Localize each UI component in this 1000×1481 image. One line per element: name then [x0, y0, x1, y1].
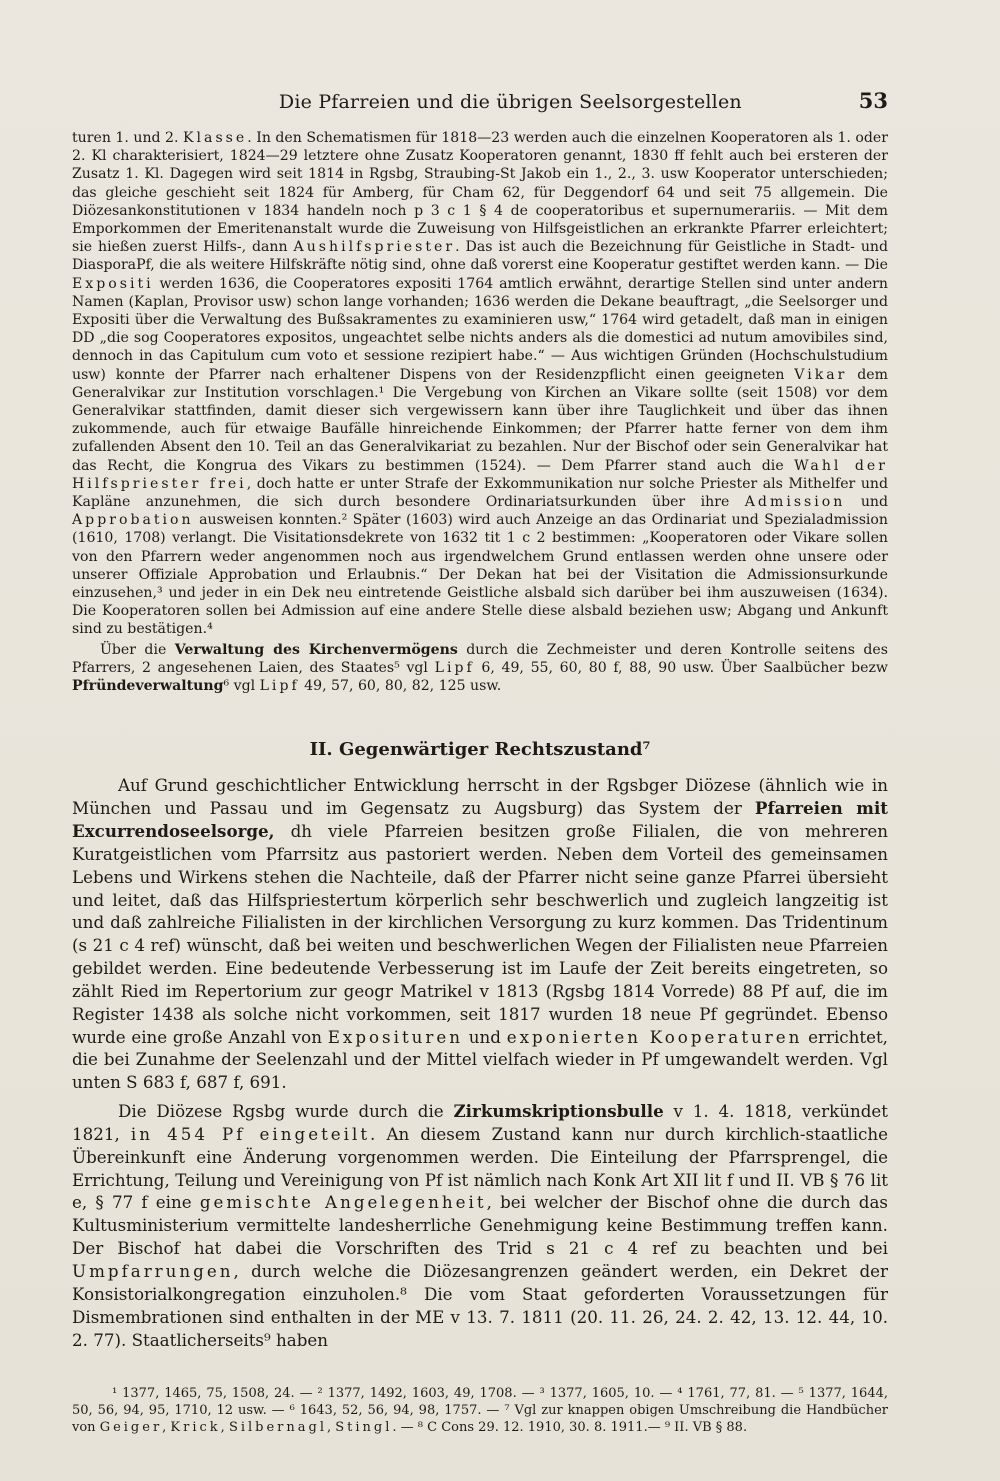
text-run: ¹ 1377, 1465, 75, 1508, 24. — ² 1377, 1492, 1603, 49, 1708. — ³ 1377, 1605, 10. — ⁴ 1761, 77, 81. — ⁵ 1377, 1644, 50, 56, 94, 95, 1710, 12 usw. — ⁶ 1643, 52, 56, 94, 98, 1757. — ⁷ Vgl zur knappen obigen Umschreibung die Handbücher von	[72, 1386, 888, 1436]
spaced-term: Exposituren	[327, 1026, 464, 1047]
spaced-term: in 454 Pf eingeteilt	[130, 1123, 371, 1144]
spaced-term: exponierten Kooperaturen	[506, 1026, 803, 1047]
footnote-text	[72, 1385, 888, 1436]
text-run: vgl	[399, 659, 435, 676]
text-run: . Das ist auch die Bezeichnung für Geistliche in Stadt- und DiasporaPf, die als weitere Hilfskräfte nötig sind, ohne daß vorerst eine Kooperatur gestiftet werden kann. — Die	[72, 239, 888, 274]
text-run: ,	[220, 1420, 229, 1436]
footnote-marker: ⁶	[223, 678, 230, 695]
spaced-term: Approbation	[72, 512, 194, 529]
text-run: werden 1636, die Cooperatores expositi 1764 amtlich erwähnt, derartige Stellen sind unter andern Namen (Kaplan, Provisor usw) schon lange vorhanden; 1636 werden die Dekane beauftragt, „die Seelsorger und Expositi über die Verwaltung des Bußsakramentes zu examinieren usw,“ 1764 wird getadelt, daß man in einigen DD „die sog Cooperatores expositos, ungeachtet selbe nichts anders als die domestici ad nutum amovibiles sind, dennoch in das Capitulum cum voto et sessione rezipiert habe.“ — Aus wichtigen Gründen (Hochschulstudium usw) konnte der Pfarrer nach erhaltener Dispens von der Residenzpflicht einen geeigneten	[72, 275, 888, 383]
text-run: vgl	[229, 678, 260, 695]
author-name: Lipf	[259, 678, 300, 695]
text-run: , doch hatte er unter Strafe der Exkommunikation nur solche Priester als Mithelfer und Kapläne anzunehmen, die sich durch besondere Ordinariatsurkunden über ihre	[72, 475, 889, 511]
footnote-marker: ¹	[378, 384, 385, 401]
paragraph-kirchenvermoegen	[72, 641, 888, 696]
text-run: ausweisen konnten.	[193, 512, 342, 529]
footnote-marker: ⁷	[642, 739, 651, 761]
text-run: Die vom Staat geforderten Voraussetzungen für Dismembrationen sind enthalten in der ME v 13. 7. 1811 (20. 11. 26, 24. 2. 42, 13. 12. 44, 10. 2. 77). Staatlicherseits	[72, 1283, 888, 1350]
author-name: Lipf	[434, 659, 475, 676]
footnote-marker: ⁵	[394, 659, 400, 676]
running-head-title: Die Pfarreien und die übrigen Seelsorgestellen	[278, 91, 742, 113]
text-run: v 1. 4. 1818, verkündet 1821,	[72, 1101, 889, 1144]
text-run: ,	[162, 1420, 171, 1436]
bold-term: Pfründeverwaltung	[72, 678, 224, 695]
spaced-term: Expositi	[72, 275, 154, 292]
text-run: , bei welcher der Bischof ohne die durch das Kultusministerium vermittelte landesherrliche Genehmigung keine Bestimmung treffen kann. Der Bischof hat dabei die Vorschriften des Trid s 21 c 4 ref zu beachten und bei	[72, 1192, 888, 1259]
text-run: 49, 57, 60, 80, 82, 125 usw.	[299, 678, 502, 695]
footnote-marker: ²	[341, 512, 348, 529]
footnotes	[72, 1385, 888, 1436]
spaced-term: Wahl der Hilfspriester frei	[72, 457, 888, 492]
bold-term: Pfarreien mit Excurrendoseelsorge,	[72, 798, 888, 841]
spaced-term: gemischte Angelegenheit	[199, 1192, 487, 1213]
spaced-term: Umpfarrungen	[72, 1261, 234, 1282]
bold-term: Zirkumskriptionsbulle	[453, 1101, 664, 1122]
running-head	[72, 88, 888, 113]
footnote-marker: ⁹	[264, 1329, 271, 1350]
author-name: Krick	[170, 1420, 221, 1436]
paragraph-kooperatoren	[72, 129, 888, 639]
footnote-marker: ⁸	[400, 1283, 407, 1304]
author-name: Stingl	[335, 1420, 393, 1436]
text-run: . In den Schematismen für 1818—23 werden auch die einzelnen Kooperatoren als 1. oder 2. Kl charakterisiert, 1824—29 letztere ohne Zusatz Kooperatoren genannt, 1830 ff fehlt auch bei ersteren der Zusatz 1. Kl. Dagegen wird seit 1814 in Rgsbg, Straubing-St Jakob ein 1., 2., 3. usw Kooperator unterschieden; das gleiche geschieht seit 1824 für Amberg, für Cham 62, für Deggendorf 64 und seit 75 allgemein. Die Diözesankonstitutionen v 1834 handeln noch p 3 c 1 § 4 de cooperatoribus et supernumerariis. — Mit dem Emporkommen der Emeritenanstalt wurde die Zuweisung von Hilfsgeistlichen an erkrankte Pfarrer erleichtert; sie hießen zuerst Hilfs-, dann	[72, 130, 889, 256]
text-run: und	[845, 494, 888, 511]
spaced-term: Aushilfspriester	[293, 239, 456, 256]
footnote-marker: ⁴	[207, 621, 213, 638]
text-run: durch die Zechmeister und deren Kontrolle seitens des Pfarrers, 2 angesehenen Laien, des Staates	[72, 641, 888, 676]
section-heading	[72, 739, 888, 760]
text-run: Auf Grund geschichtlicher Entwicklung herrscht in der Rgsbger Diözese (ähnlich wie in München und Passau und im Gegensatz zu Augsburg) das System der	[72, 775, 888, 819]
text-run: errichtet, die bei Zunahme der Seelenzahl und der Mittel vielfach wieder in Pf umgewandelt werden. Vgl unten S 683 f, 687 f, 691.	[72, 1026, 888, 1093]
text-run: Über die	[100, 641, 175, 658]
text-run: haben	[270, 1329, 329, 1350]
author-name: Geiger	[99, 1420, 163, 1436]
text-run: Später (1603) wird auch Anzeige an das Ordinariat und Spezialadmission (1610, 1708) verlangt. Die Visitationsdekrete von 1632 tit 1 c 2 bestimmen: „Kooperatoren oder Vikare sollen von den Pfarrern weder angenommen noch aus irgendwelchem Grund entlassen werden ohne unsere oder unserer Offiziale Approbation und Erlaubnis.“ Der Dekan hat bei der Visitation die Admissionsurkunde einzusehen,	[72, 512, 888, 602]
text-run: und	[463, 1026, 507, 1047]
text-run: dem Generalvikar zur Institution vorschlagen.	[72, 366, 888, 401]
text-run: 6, 49, 55, 60, 80 f, 88, 90 usw. Über Saalbücher bezw	[474, 659, 888, 676]
text-run: . — ⁸ C Cons 29. 12. 1910, 30. 8. 1911.— ⁹ II. VB § 88.	[392, 1420, 748, 1436]
paragraph-zirkumskriptionsbulle	[72, 1100, 888, 1351]
text-run: , durch welche die Diözesangrenzen geändert werden, ein Dekret der Konsistorialkongregation einzuholen.	[72, 1261, 888, 1304]
section-heading-text: II. Gegenwärtiger Rechtszustand	[309, 739, 643, 761]
text-run: . An diesem Zustand kann nur durch kirchlich-staatliche Übereinkunft eine Änderung vorgenommen werden. Die Einteilung der Pfarrsprengel, die Errichtung, Teilung und Vereinigung von Pf ist nämlich nach Konk Art XII lit f und II. VB § 76 lit e, § 77 f eine	[72, 1123, 889, 1213]
text-run: und jeder in ein Dek neu eintretende Geistliche alsbald sich darüber bei ihm auszuweisen (1634). Die Kooperatoren sollen bei Admission auf eine andere Stelle diese alsbald beziehen usw; Abgang und Ankunft sind zu bestätigen.	[72, 585, 888, 638]
text-run: Die Diözese Rgsbg wurde durch die	[118, 1101, 454, 1122]
spaced-term: Klasse	[183, 130, 248, 146]
paragraph-excurrendoseelsorge	[72, 774, 888, 1094]
spaced-term: Admission	[744, 494, 846, 511]
text-run: turen 1. und 2.	[72, 130, 184, 146]
text-run: ,	[327, 1420, 336, 1436]
text-run: dh viele Pfarreien besitzen große Filialen, die von mehreren Kuratgeistlichen vom Pfarrsitz aus pastoriert werden. Neben dem Vorteil des gemeinsamen Lebens und Wirkens stehen die Nachteile, daß der Pfarrer nicht seine ganze Pfarrei übersieht und leitet, daß das Hilfspriestertum körperlich sehr beschwerlich und zugleich langzeitig ist und daß zahlreiche Filialisten in der kirchlichen Versorgung zu kurz kommen. Das Tridentinum (s 21 c 4 ref) wünscht, daß bei weiten und beschwerlichen Wegen der Filialisten neue Pfarreien gebildet werden. Eine bedeutende Verbesserung ist im Laufe der Zeit bereits eingetreten, so zählt Ried im Repertorium zur geogr Matrikel v 1813 (Rgsbg 1814 Vorrede) 88 Pf auf, die im Register 1438 als solche nicht vorkommen, seit 1817 wurden 18 neue Pf gegründet. Ebenso wurde eine große Anzahl von	[72, 820, 888, 1047]
page-number: 53	[858, 88, 888, 113]
footnote-marker: ³	[156, 585, 163, 602]
author-name: Silbernagl	[228, 1420, 327, 1436]
bold-term: Verwaltung des Kirchenvermögens	[174, 641, 458, 658]
spaced-term: Vikar	[794, 366, 848, 383]
text-run: Die Vergebung von Kirchen an Vikare sollte (seit 1508) vor dem Generalvikar stattfinden, damit dieser sich vergewissern kann über ihre Tauglichkeit und über das ihnen zukommende, auch für etwaige Baufälle hinreichende Einkommen; der Pfarrer hatte ferner von dem ihm zufallenden Absent den 10. Teil an das Generalvikariat zu bezahlen. Nur der Bischof oder sein Generalvikar hat das Recht, die Kongrua des Vikars zu bestimmen (1524). — Dem Pfarrer stand auch die	[72, 384, 888, 474]
